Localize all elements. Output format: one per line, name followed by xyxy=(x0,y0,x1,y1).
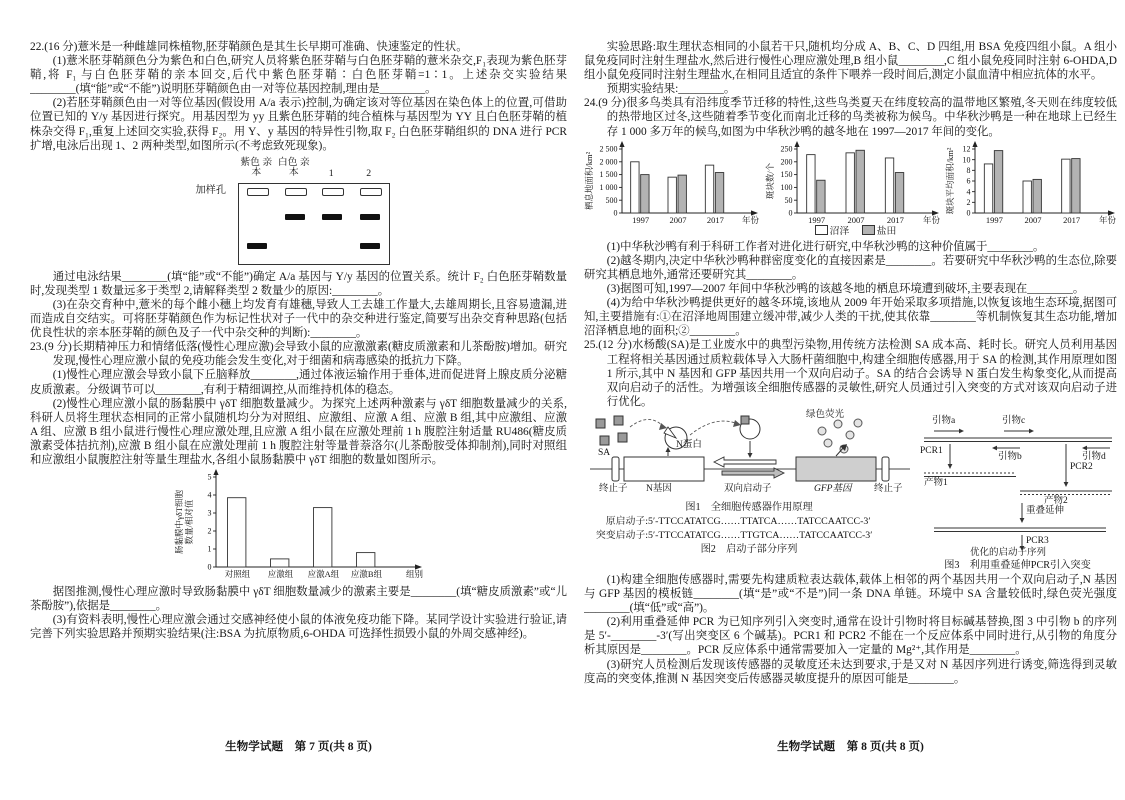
svg-text:肠黏膜中γδT细胞: 肠黏膜中γδT细胞 xyxy=(173,490,184,555)
svg-text:2007: 2007 xyxy=(847,214,864,225)
pcr3-label: PCR3 xyxy=(1026,535,1049,546)
gel-lane-label: 白色 亲本 xyxy=(277,156,310,179)
figure-2-caption: 图2 启动子部分序列 xyxy=(700,544,798,556)
svg-text:1: 1 xyxy=(207,544,211,554)
question-25-part2: (2)利用重叠延伸 PCR 为已知序列引入突变时,通常在设计引物时将目标碱基替换,图 3 中引物 b 的序列是 5′-________-3′(写出突变区 6 个碱基)。PCR1 和 PCR2 不能在一个反应体系中同时进行,从引物的角度分析其原因是________。PCR 反应体系中通常需要加入一定量的 Mg²⁺,其作用是________。 xyxy=(584,616,1117,657)
svg-text:2 000: 2 000 xyxy=(599,157,618,167)
page-8-footer: 生物学试题 第 8 页(共 8 页) xyxy=(777,740,924,753)
primer-d-label: 引物d xyxy=(1082,451,1106,462)
question-22-part3: (3)在杂交育种中,薏米的每个雌小穗上均发育有雄穗,导致人工去雄工作量大,去雄周期长,且容易遗漏,进而造成自交结实。可将胚芽鞘颜色作为标记性状对子一代中的杂交种进行鉴定,简要写出杂交育种思路(包括优良性状的亲本胚芽鞘的颜色及子一代中杂交种的判断):________。 xyxy=(30,298,567,340)
svg-text:3: 3 xyxy=(207,508,211,518)
optimized-promoter-label: 优化的启动子序列 xyxy=(970,547,1047,558)
n-gene-label: N基因 xyxy=(646,483,672,494)
saltfield-legend-label: 盐田 xyxy=(876,225,897,237)
gel-well-label: 加样孔 xyxy=(195,184,227,196)
svg-text:4: 4 xyxy=(207,490,211,500)
gel-lane-labels xyxy=(174,156,424,182)
svg-text:应激B组: 应激B组 xyxy=(350,569,382,580)
terminator-left-label: 终止子 xyxy=(599,483,628,494)
svg-text:8: 8 xyxy=(966,165,971,175)
svg-text:2017: 2017 xyxy=(1063,214,1081,225)
chart-legend xyxy=(584,225,1117,239)
duck-habitat-charts xyxy=(584,140,1117,226)
svg-text:应激A组: 应激A组 xyxy=(307,569,339,580)
question-24-part1: (1)中华秋沙鸭有利于科研工作者对进化进行研究,中华秋沙鸭的这种价值属于________。 xyxy=(606,240,1045,253)
gel-lane-label: 1 xyxy=(328,167,334,179)
svg-text:2: 2 xyxy=(966,197,971,207)
question-25-head: 25.(12 分)水杨酸(SA)是工业废水中的典型污染物,用传统方法检测 SA 成本高、耗时长。研究人员利用基因工程将相关基因通过质粒载体导入大肠杆菌细胞中,构建全细胞传感器,用于 SA 的检测,其作用原理如图 1 所示,其中 N 基因和 GFP 基因共用一个双向启动子。SA 的结合会诱导 N 蛋白发生构象变化,从而提高双向启动子的活性。为增强该全细胞传感器的灵敏性,研究人员通过引入突变的方式对该双向启动子进行优化。 xyxy=(584,339,1117,408)
svg-text:150: 150 xyxy=(780,169,792,179)
svg-text:2017: 2017 xyxy=(886,214,904,225)
svg-text:250: 250 xyxy=(780,144,792,154)
svg-text:4: 4 xyxy=(966,186,971,196)
svg-text:年份: 年份 xyxy=(922,214,940,225)
question-25-figures xyxy=(584,411,1117,573)
gfp-gene-label: GFP基因 xyxy=(814,483,852,494)
sensor-diagram-shapes xyxy=(584,411,914,485)
gel-well xyxy=(360,188,382,196)
marsh-legend-label: 沼泽 xyxy=(829,225,850,237)
pcr1-label: PCR1 xyxy=(920,445,943,456)
page-8 xyxy=(584,40,1117,742)
svg-text:200: 200 xyxy=(780,157,792,167)
question-24-part3: (3)据图可知,1997—2007 年间中华秋沙鸭的该越冬地的栖息环境遭到破坏,主要表现在________。 xyxy=(606,283,1085,296)
mutant-promoter-label: 突变启动子: xyxy=(595,530,648,542)
svg-text:1997: 1997 xyxy=(985,214,1003,225)
primer-c-label: 引物c xyxy=(1002,415,1026,426)
bidirectional-promoter-label: 双向启动子 xyxy=(724,483,772,494)
question-22-electrophoresis: 通过电泳结果________(填“能”或“不能”)确定 A/a 基因与 Y/y 基因的位置关系。统计 F₂ 白色胚芽鞘数量时,发现类型 1 数量远多于类型 2,请解释类型 2 数量少的原因:________。 xyxy=(30,270,567,297)
svg-text:2: 2 xyxy=(207,526,211,536)
gel-band xyxy=(360,243,380,249)
question-23-head: 23.(9 分)长期精神压力和情绪低落(慢性心理应激)会导致小鼠的应激激素(糖皮质激素和儿茶酚胺)增加。研究发现,慢性心理应激小鼠的免疫功能会发生变化,对于细菌和病毒感染的抵抗力下降。 xyxy=(30,341,567,368)
question-23-part1: (1)慢性心理应激会导致小鼠下丘脑释放________,通过体液运输作用于垂体,进而促进肾上腺皮质分泌糖皮质激素。分级调节可以________,有利于精细调控,从而维持机体的稳态。 xyxy=(30,369,567,396)
overlap-extension-label: 重叠延伸 xyxy=(1026,505,1065,516)
primer-a-label: 引物a xyxy=(932,415,956,426)
gel-band xyxy=(247,243,267,249)
mutant-promoter-seq: 5′-TTCCATATCG……TTGTCA……TATCCAATCC-3′ xyxy=(648,530,873,542)
question-25-part3: (3)研究人员检测后发现该传感器的灵敏度还未达到要求,于是又对 N 基因序列进行诱变,筛选得到灵敏度高的突变体,推测 N 基因突变后传感器灵敏度提升的原因可能是________。 xyxy=(584,658,1117,685)
gel-well xyxy=(322,188,344,196)
overlap-pcr-figure xyxy=(918,411,1117,559)
gel-well xyxy=(247,188,269,196)
product-2-label: 产物2 xyxy=(1044,495,1068,506)
saltfield-legend-swatch xyxy=(862,225,875,235)
gdt-cell-chart-figure xyxy=(30,468,567,584)
svg-text:2 500: 2 500 xyxy=(599,144,618,154)
svg-text:0: 0 xyxy=(966,208,971,218)
page-7-footer: 生物学试题 第 7 页(共 8 页) xyxy=(225,740,372,753)
svg-text:0: 0 xyxy=(207,562,211,572)
n-protein-label: N蛋白 xyxy=(676,439,702,450)
marsh-legend-swatch xyxy=(815,225,828,235)
question-24-head: 24.(9 分)很多鸟类具有沿纬度季节迁移的特性,这些鸟类夏天在纬度较高的温带地区繁殖,冬天则在纬度较低的热带地区过冬,这些随着季节变化而南北迁移的鸟类被称为候鸟。中华秋沙鸭是一种在地球上已经生存 1 000 多万年的候鸟,如图为中华秋沙鸭的越冬地在 1997—2017 年间的变化。 xyxy=(584,97,1117,138)
primer-b-label: 引物b xyxy=(998,451,1022,462)
figure-3-caption: 图3 利用重叠延伸PCR引入突变 xyxy=(944,559,1091,571)
green-fluorescence-label: 绿色荧光 xyxy=(806,409,845,420)
product-1-label: 产物1 xyxy=(924,477,948,488)
svg-text:6: 6 xyxy=(966,176,971,186)
habitat-area-chart xyxy=(584,140,760,226)
sa-label: SA xyxy=(598,447,611,458)
svg-text:1997: 1997 xyxy=(632,214,650,225)
svg-text:2007: 2007 xyxy=(669,214,687,225)
svg-text:100: 100 xyxy=(780,182,792,192)
experiment-plan: 实验思路:取生理状态相同的小鼠若干只,随机均分成 A、B、C、D 四组,用 BSA 免疫四组小鼠。A 组小鼠免疫同时注射生理盐水,然后进行慢性心理应激处理,B 组小鼠________,C 组小鼠免疫同时注射 6-OHDA,D 组小鼠免疫同时注射生理盐水,在相同且适宜的条件下喂养一段时间后,测定小鼠血清中相应抗体的水平。 xyxy=(584,41,1117,82)
svg-text:数量/相对值: 数量/相对值 xyxy=(183,499,194,545)
gel-band xyxy=(360,214,380,220)
svg-text:12: 12 xyxy=(962,144,971,154)
question-23-part2: (2)慢性心理应激小鼠的肠黏膜中 γδT 细胞数量减少。为探究上述两种激素与 γδT 细胞数量减少的关系,科研人员将生理状态相同的正常小鼠随机均分为对照组、应激组、应激 A 组、应激 B 组,其中应激组、应激 A 组、应激 B 组小鼠进行慢性心理应激处理,且应激 A 组小鼠在应激处理前 1 h 腹腔注射适量 RU486(糖皮质激素受体拮抗剂),应激 B 组小鼠在应激处理前 1 h 腹腔注射等量普萘洛尔(儿茶酚胺受体抑制剂),同时对照组和应激组小鼠腹腔注射等量生理盐水,各组小鼠肠黏膜中 γδT 细胞的数量如图所示。 xyxy=(30,397,567,466)
svg-text:1 500: 1 500 xyxy=(599,169,618,179)
svg-text:50: 50 xyxy=(784,195,792,205)
gel-electrophoresis-figure xyxy=(174,156,424,268)
svg-text:年份: 年份 xyxy=(1098,214,1116,225)
figure-1-caption: 图1 全细胞传感器作用原理 xyxy=(685,501,813,513)
svg-text:0: 0 xyxy=(613,208,618,218)
svg-text:年份: 年份 xyxy=(741,214,759,225)
pcr2-label: PCR2 xyxy=(1070,461,1093,472)
svg-text:0: 0 xyxy=(788,208,792,218)
question-24-part4: (4)为给中华秋沙鸭提供更好的越冬环境,该地从 2009 年开始采取多项措施,以恢复该地生态环境,据图可知,主要措施有:①在沼泽地周围建立缓冲带,减少人类的干扰,使其依靠________等机制恢复其生态功能,增加沼泽栖息地的面积;②________。 xyxy=(584,297,1117,338)
original-promoter-seq: 5′-TTCCATATCG……TTATCA……TATCCAATCC-3′ xyxy=(648,515,871,527)
svg-text:组别: 组别 xyxy=(405,569,423,580)
gel-box xyxy=(238,183,390,265)
svg-text:栖息地面积/km²: 栖息地面积/km² xyxy=(584,151,594,210)
original-promoter-line xyxy=(584,515,914,529)
question-23-part3: (3)有资料表明,慢性心理应激会通过交感神经使小鼠的体液免疫功能下降。某同学设计实验进行验证,请完善下列实验思路并预期实验结果(注:BSA 为抗原物质,6-OHDA 可选择性损毁小鼠的外周交感神经)。 xyxy=(30,614,567,641)
gel-band xyxy=(322,214,342,220)
svg-text:10: 10 xyxy=(962,154,971,164)
question-24-part2: (2)越冬期内,决定中华秋沙鸭种群密度变化的直接因素是________。若要研究中华秋沙鸭的生态位,除要研究其栖息地外,通常还要研究其________。 xyxy=(584,254,1117,281)
svg-text:对照组: 对照组 xyxy=(224,569,250,580)
question-22-head: 22.(16 分)薏米是一种雌雄同株植物,胚芽鞘颜色是其生长早期可准确、快速鉴定的性状。 xyxy=(30,41,468,53)
mutant-promoter-line xyxy=(584,529,914,543)
svg-text:1 000: 1 000 xyxy=(599,182,618,192)
gel-lane-label: 紫色 亲本 xyxy=(240,156,273,179)
gel-band xyxy=(285,214,305,220)
patch-mean-area-chart xyxy=(945,140,1117,226)
gdt-cell-bar-chart xyxy=(174,468,424,580)
patch-count-chart xyxy=(765,140,941,226)
svg-text:斑块数/个: 斑块数/个 xyxy=(764,162,775,199)
page-7 xyxy=(30,40,567,736)
gel-lane-label: 2 xyxy=(366,167,372,179)
question-22-part2: (2)若胚芽鞘颜色由一对等位基因(假设用 A/a 表示)控制,为确定该对等位基因在染色体上的位置,可借助位置已知的 Y/y 基因进行探究。用基因型为 yy 且紫色胚芽鞘的纯合植株与基因型为 YY 且白色胚芽鞘的植株杂交得 F₁,重复上述回交实验,获得 F₂。用 Y、y 基因的特异性引物,取 F₂ 白色胚芽鞘组织的 DNA 进行 PCR 扩增,电泳后出现 1、2 两种类型,如图所示(不考虑致死现象)。 xyxy=(30,97,567,152)
whole-cell-sensor-figure xyxy=(584,411,914,501)
question-22-part1: (1)薏米胚芽鞘颜色分为紫色和白色,研究人员将紫色胚芽鞘与白色胚芽鞘的薏米杂交,F₁表现为紫色胚芽鞘,将 F₁ 与白色胚芽鞘的亲本回交,后代中紫色胚芽鞘∶白色胚芽鞘=1∶1。上述杂交实验结果________(填“能”或“不能”)说明胚芽鞘颜色由一对等位基因控制,理由是________。 xyxy=(30,55,567,96)
svg-text:5: 5 xyxy=(207,472,211,482)
question-23-inference: 据图推测,慢性心理应激时导致肠黏膜中 γδT 细胞数量减少的激素主要是________(填“糖皮质激素”或“儿茶酚胺”),依据是________。 xyxy=(30,586,567,613)
svg-text:500: 500 xyxy=(605,195,618,205)
svg-text:应激组: 应激组 xyxy=(267,569,293,580)
svg-text:2017: 2017 xyxy=(706,214,724,225)
question-25-part1: (1)构建全细胞传感器时,需要先构建质粒表达载体,载体上相邻的两个基因共用一个双向启动子,N 基因与 GFP 基因的模板链________(填“是”或“不是”)同一条 DNA 单链。环境中 SA 含量较低时,绿色荧光强度________(填“低”或“高”)。 xyxy=(584,573,1117,615)
svg-text:1997: 1997 xyxy=(807,214,825,225)
expected-result: 预期实验结果:________。 xyxy=(606,83,736,96)
gel-well xyxy=(285,188,307,196)
figure-1-2-column xyxy=(584,411,914,573)
original-promoter-label: 原启动子: xyxy=(605,515,648,527)
figure-3-column xyxy=(918,411,1117,573)
svg-text:斑块平均面积/km²: 斑块平均面积/km² xyxy=(945,147,955,215)
terminator-right-label: 终止子 xyxy=(874,483,903,494)
svg-text:2007: 2007 xyxy=(1024,214,1042,225)
